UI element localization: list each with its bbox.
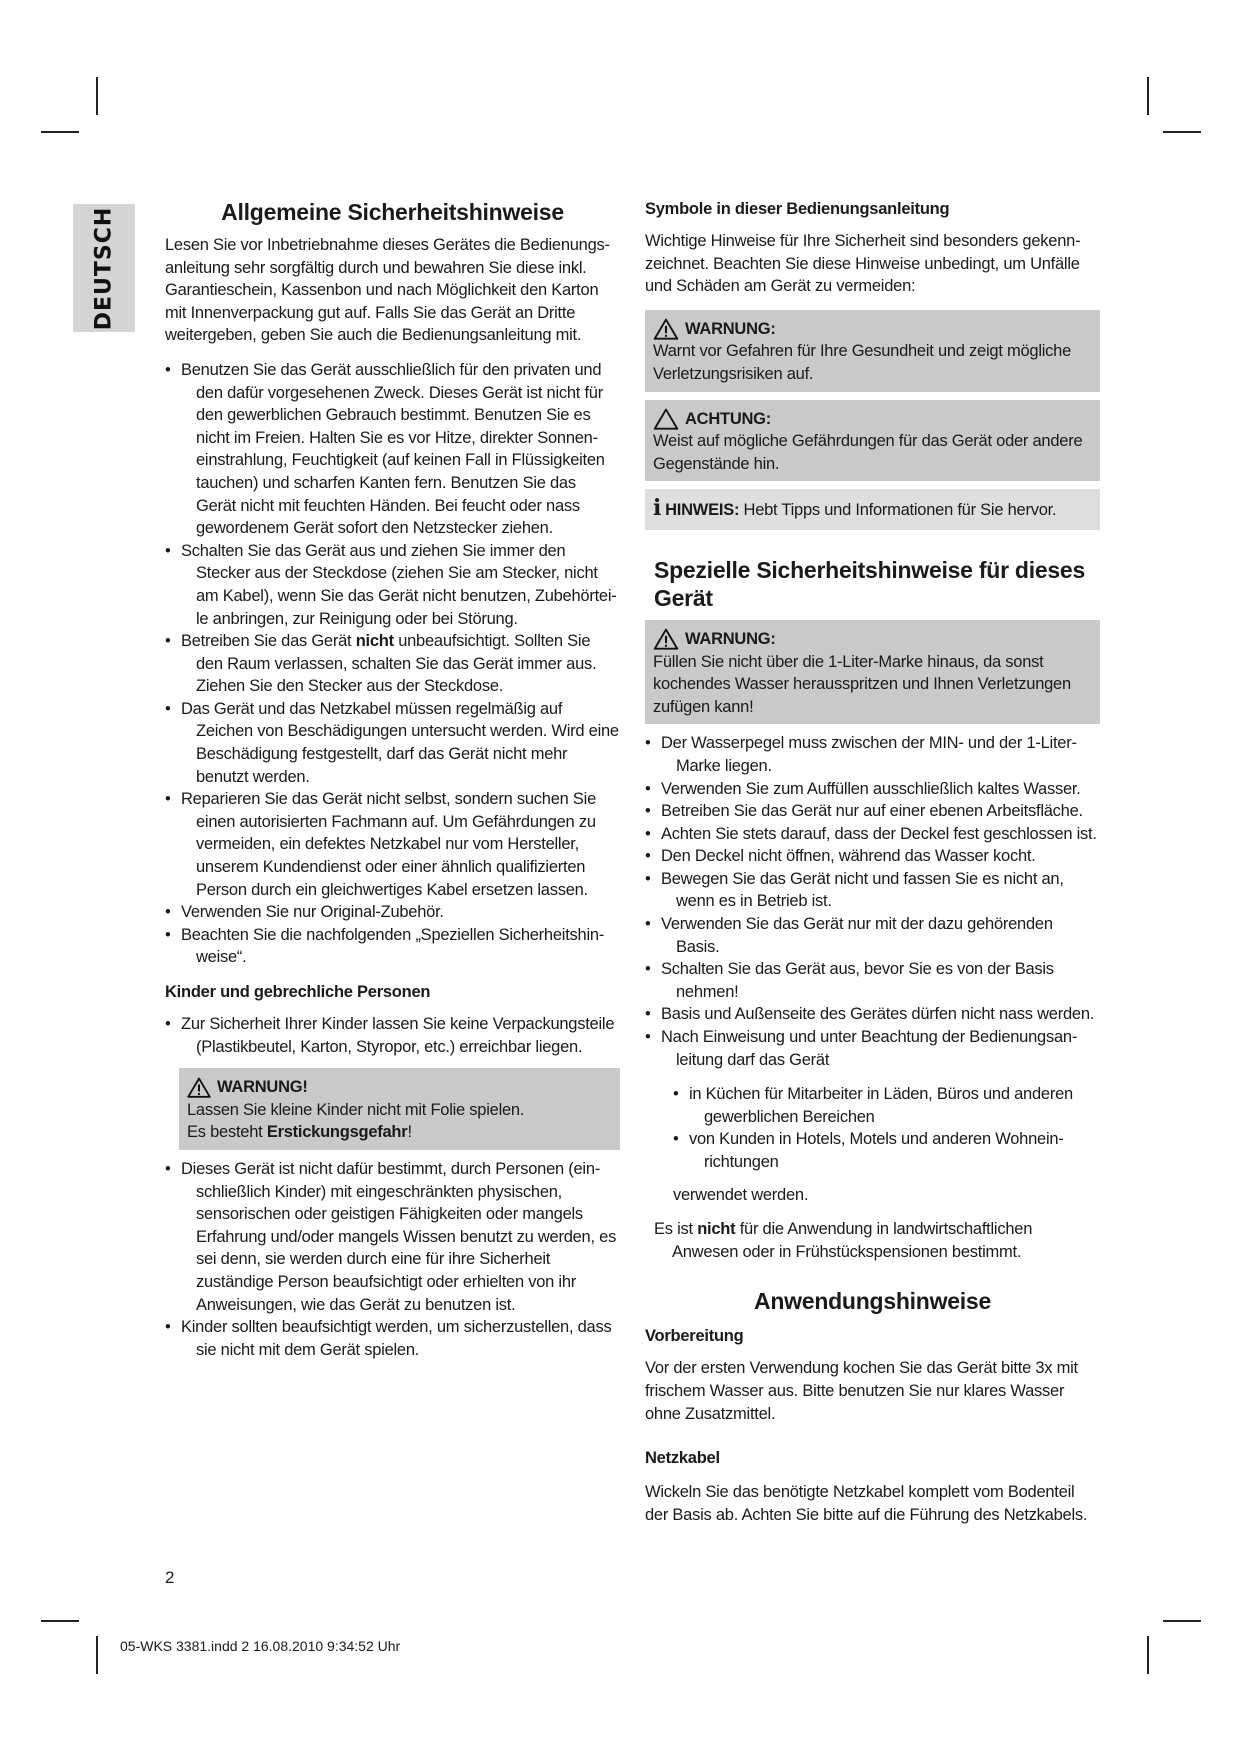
list-item: • Verwenden Sie zum Auffüllen ausschließlich kaltes Wasser.	[645, 778, 1100, 801]
list-item: • Beachten Sie die nachfolgenden „Speziellen Sicherheitshinweise“.	[165, 924, 620, 969]
trim-mark	[41, 1620, 79, 1622]
warning-label: WARNUNG!	[217, 1078, 308, 1097]
text-run: für die Anwendung in landwirtschaftlichen Anwesen oder in Frühstückspensionen bestimmt.	[672, 1220, 1033, 1261]
list-item: • Achten Sie stets darauf, dass der Deckel fest geschlossen ist.	[645, 823, 1100, 846]
list-item: • Der Wasserpegel muss zwischen der MIN- und der 1-Liter-Marke liegen.	[645, 732, 1100, 777]
list-item: • von Kunden in Hotels, Motels und anderen Wohneinrichtungen	[673, 1128, 1100, 1173]
text-run: Es ist	[654, 1220, 698, 1239]
caution-text: Weist auf mögliche Gefährdungen für das Gerät oder andere Gegenstände hin.	[653, 432, 1083, 473]
trim-mark	[96, 1636, 98, 1674]
warning-triangle-icon	[653, 318, 679, 340]
trim-mark	[41, 131, 79, 133]
trim-mark	[1163, 1620, 1201, 1622]
warning-box-title	[187, 1076, 612, 1099]
warning-text: Füllen Sie nicht über die 1-Liter-Marke hinaus, da sonst kochendes Wasser herausspritzen und Ihnen Verletzungen zufügen kann!	[653, 652, 1071, 716]
warning-triangle-icon	[187, 1077, 211, 1098]
list-item: • Den Deckel nicht öffnen, während das Wasser kocht.	[645, 845, 1100, 868]
general-safety-list	[165, 359, 620, 969]
list-item: • Bewegen Sie das Gerät nicht und fassen Sie es nicht an, wenn es in Betrieb ist.	[645, 868, 1100, 913]
trim-mark	[96, 77, 98, 115]
symbols-intro: Wichtige Hinweise für Ihre Sicherheit sind besonders gekennzeichnet. Beachten Sie diese Hinweise unbedingt, um Unfälle und Schäden am Gerät zu vermeiden:	[645, 232, 1081, 296]
section-title-usage: Anwendungshinweise	[753, 1288, 992, 1315]
subsection-title-power-cord: Netzkabel	[645, 1449, 720, 1468]
warning-label: WARNUNG:	[685, 319, 776, 338]
warning-box-title	[653, 318, 1092, 341]
usage-context-list	[673, 1083, 1100, 1173]
trim-mark	[1163, 131, 1201, 133]
print-slug: 05-WKS 3381.indd 2 16.08.2010 9:34:52 Uhr	[120, 1638, 401, 1654]
list-item: • Kinder sollten beaufsichtigt werden, um sicherzustellen, dass sie nicht mit dem Gerät spielen.	[165, 1316, 620, 1361]
list-item: • Basis und Außenseite des Gerätes dürfen nicht nass werden.	[645, 1003, 1100, 1026]
list-item: • Schalten Sie das Gerät aus und ziehen Sie immer den Stecker aus der Steckdose (ziehen Sie am Stecker, nicht am Kabel), wenn Sie das Gerät nicht benutzen, Zubehörteile anbringen, zur Reinigung oder bei Störung.	[165, 540, 620, 630]
special-safety-list	[645, 732, 1100, 1071]
list-item: • Verwenden Sie nur Original-Zubehör.	[165, 901, 620, 924]
list-item: • Zur Sicherheit Ihrer Kinder lassen Sie keine Verpackungsteile (Plastikbeutel, Karton, Styropor, etc.) erreichbar liegen.	[165, 1013, 620, 1058]
text-run: Betreiben Sie das Gerät	[181, 632, 356, 651]
special-warning-box	[645, 620, 1100, 724]
caution-triangle-icon	[653, 408, 679, 430]
children-list-continued	[165, 1158, 620, 1361]
power-cord-text: Wickeln Sie das benötigte Netzkabel komplett vom Bodenteil der Basis ab. Achten Sie bitte auf die Führung des Netzkabels.	[645, 1483, 1088, 1524]
text-run: !	[407, 1123, 412, 1142]
intro-paragraph: Lesen Sie vor Inbetriebnahme dieses Gerätes die Bedienungsanleitung sehr sorgfältig durch und bewahren Sie diese inkl. Garantieschein, Kassenbon und nach Möglichkeit den Karton mit Innenverpackung gut auf. Falls Sie das Gerät an Dritte weitergeben, geben Sie auch die Bedienungsanleitung mit.	[165, 236, 611, 345]
caution-label: ACHTUNG:	[685, 409, 771, 428]
note-text: Hebt Tipps und Informationen für Sie hervor.	[739, 501, 1057, 520]
info-icon: i	[653, 495, 662, 522]
list-item: • Schalten Sie das Gerät aus, bevor Sie es von der Basis nehmen!	[645, 958, 1100, 1003]
list-item: • Verwenden Sie das Gerät nur mit der dazu gehörenden Basis.	[645, 913, 1100, 958]
list-item: • Benutzen Sie das Gerät ausschließlich für den privaten und den dafür vorgesehenen Zweck. Dieses Gerät ist nicht für den gewerblichen Gebrauch bestimmt. Benutzen Sie es nicht im Freien. Halten Sie es vor Hitze, direkter Sonneneinstrahlung, Feuchtigkeit (auf keinen Fall in Flüssigkeiten tauchen) und scharfen Kanten fern. Benutzen Sie das Gerät nicht mit feuchten Händen. Bei feucht oder nass gewordenem Gerät sofort den Netzstecker ziehen.	[165, 359, 620, 540]
page-number: 2	[165, 1568, 175, 1587]
list-item	[165, 630, 620, 698]
list-item: • Das Gerät und das Netzkabel müssen regelmäßig auf Zeichen von Beschädigungen untersucht werden. Wird eine Beschädigung festgestellt, darf das Gerät nicht mehr benutzt werden.	[165, 698, 620, 788]
not-intended-text	[654, 1218, 1100, 1263]
emphasis: Erstickungsgefahr	[266, 1123, 408, 1142]
section-title-special-safety: Spezielle Sicherheitshinweise für dieses Gerät	[654, 556, 1086, 611]
right-column	[645, 198, 1100, 1538]
warning-triangle-icon	[653, 628, 679, 650]
warning-line: Lassen Sie kleine Kinder nicht mit Folie spielen.	[187, 1100, 525, 1119]
language-tab	[73, 204, 135, 332]
text-run: Es besteht	[187, 1123, 267, 1142]
symbol-note-box	[645, 489, 1100, 530]
warning-text: Warnt vor Gefahren für Ihre Gesundheit und zeigt mögliche Verletzungsrisiken auf.	[653, 342, 1072, 383]
list-item: • Dieses Gerät ist nicht dafür bestimmt, durch Personen (einschließlich Kinder) mit eingeschränkten physischen, sensorischen oder geistigen Fähigkeiten oder mangels Erfahrung und/oder mangels Wissen benutzt zu werden, es sei denn, sie werden durch eine für ihre Sicherheit zuständige Person beaufsichtigt oder erhielten von ihr Anweisungen, wie das Gerät zu benutzen ist.	[165, 1158, 620, 1316]
warning-box-title	[653, 628, 1092, 651]
children-list	[165, 1013, 620, 1058]
preparation-text: Vor der ersten Verwendung kochen Sie das Gerät bitte 3x mit frischem Wasser aus. Bitte benutzen Sie nur klares Wasser ohne Zusatzmittel.	[645, 1359, 1078, 1423]
trim-mark	[1147, 77, 1149, 115]
trim-mark	[1147, 1636, 1149, 1674]
subsection-title-children: Kinder und gebrechliche Personen	[165, 983, 431, 1001]
section-title-general-safety: Allgemeine Sicherheitshinweise	[221, 199, 564, 225]
language-tab-label: DEUTSCH	[91, 206, 117, 330]
list-item: • in Küchen für Mitarbeiter in Läden, Büros und anderen gewerblichen Bereichen	[673, 1083, 1100, 1128]
emphasis: nicht	[697, 1220, 736, 1239]
list-item: • Nach Einweisung und unter Beachtung der Bedienungsanleitung darf das Gerät	[645, 1026, 1100, 1071]
text-run: unbeaufsichtigt. Sollten Sie den Raum verlassen, schalten Sie das Gerät immer aus. Ziehen Sie den Stecker aus der Steckdose.	[196, 632, 597, 696]
left-column	[165, 198, 620, 1371]
list-item: • Betreiben Sie das Gerät nur auf einer ebenen Arbeitsfläche.	[645, 800, 1100, 823]
symbol-caution-box	[645, 400, 1100, 482]
subsection-title-preparation: Vorbereitung	[645, 1327, 744, 1346]
used-text: verwendet werden.	[673, 1185, 809, 1204]
subsection-title-symbols: Symbole in dieser Bedienungsanleitung	[645, 200, 950, 218]
symbol-warning-box	[645, 310, 1100, 392]
warning-label: WARNUNG:	[685, 629, 776, 648]
warning-line	[187, 1121, 612, 1144]
caution-box-title	[653, 408, 1092, 431]
note-label: HINWEIS:	[665, 501, 740, 520]
emphasis: nicht	[355, 632, 394, 651]
list-item: • Reparieren Sie das Gerät nicht selbst, sondern suchen Sie einen autorisierten Fachmann auf. Um Gefährdungen zu vermeiden, ein defektes Netzkabel nur vom Hersteller, unserem Kundendienst oder einer ähnlich qualifizierten Person durch ein gleichwertiges Kabel ersetzen lassen.	[165, 788, 620, 901]
warning-box-children	[179, 1068, 620, 1150]
